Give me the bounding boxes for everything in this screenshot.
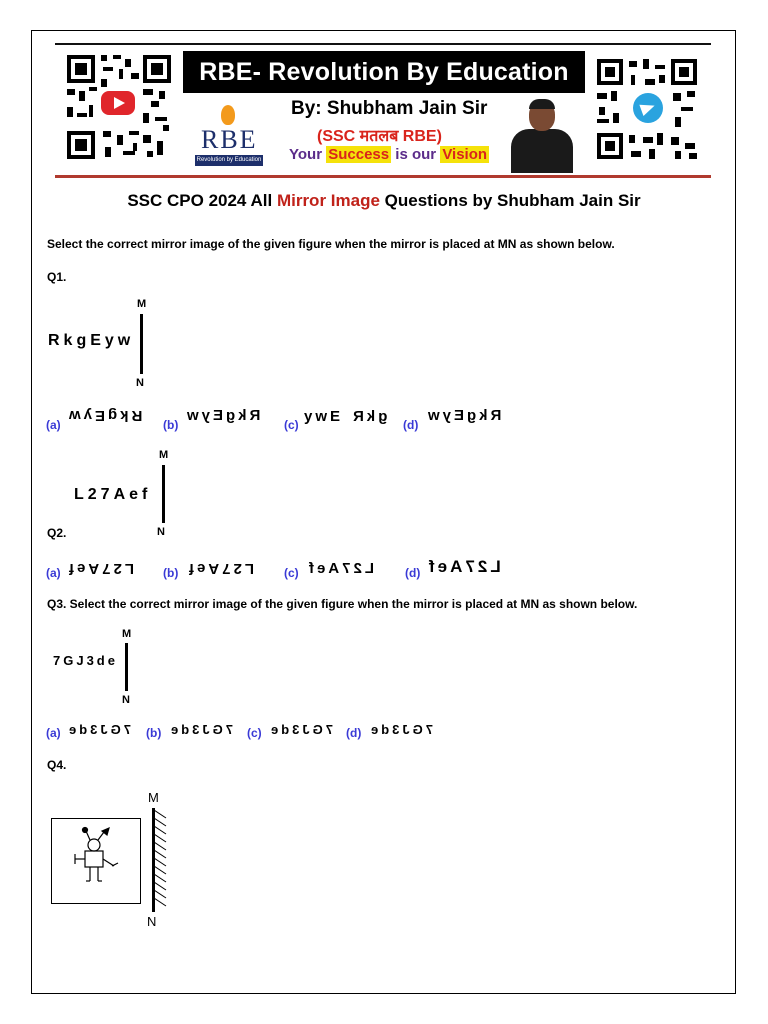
- ssc-tagline: (SSC मतलब RBE): [317, 128, 442, 145]
- q4-m-label: M: [148, 790, 159, 805]
- rbe-logo: [193, 103, 265, 169]
- q4-mirror-hatching: [154, 808, 168, 914]
- q2-option-a-label[interactable]: (a): [46, 566, 61, 580]
- banner: [55, 43, 711, 178]
- q1-option-d[interactable]: RkgEyw: [425, 407, 502, 424]
- q2-option-d-label[interactable]: (d): [405, 566, 421, 580]
- q2-m-label: M: [159, 449, 169, 461]
- q3-mirror-line: [125, 643, 128, 691]
- youtube-icon: [101, 91, 135, 115]
- q3-label: Q3. Select the correct mirror image of the given figure when the mirror is placed at MN as shown below.: [47, 597, 638, 611]
- q1-option-c[interactable]: ywE gkR: [304, 408, 388, 425]
- q2-mirror-line: [162, 465, 165, 523]
- q2-label: Q2.: [47, 526, 67, 540]
- youtube-qr-code[interactable]: [63, 51, 175, 163]
- q3-m-label: M: [122, 628, 132, 640]
- q1-n-label: N: [136, 377, 144, 389]
- q1-option-a[interactable]: RkgEyw: [66, 407, 143, 424]
- q2-option-c[interactable]: L27Aef: [306, 560, 375, 577]
- q1-option-b[interactable]: RkgEyw: [184, 407, 261, 424]
- q3-option-c-label[interactable]: (c): [247, 726, 262, 740]
- q4-stick-figure: [52, 819, 140, 903]
- q1-option-d-label[interactable]: (d): [403, 418, 419, 432]
- q2-option-c-label[interactable]: (c): [284, 566, 299, 580]
- q3-figure: 7GJ3de: [53, 653, 118, 668]
- q4-figure-box: [51, 818, 141, 904]
- q3-option-c[interactable]: 7GJ3de: [268, 722, 333, 737]
- q2-option-b[interactable]: L27Aef: [186, 560, 255, 577]
- telegram-qr-code[interactable]: [595, 57, 699, 161]
- q1-mirror-line: [140, 314, 143, 374]
- q2-option-d[interactable]: L27Aef: [426, 557, 501, 576]
- q3-option-a-label[interactable]: (a): [46, 726, 61, 740]
- vision-tagline: Your Success is our Vision: [289, 146, 488, 163]
- q3-option-b-label[interactable]: (b): [146, 726, 162, 740]
- banner-title: RBE- Revolution By Education: [183, 51, 585, 93]
- document-title: SSC CPO 2024 All Mirror Image Questions by Shubham Jain Sir: [127, 191, 641, 210]
- author-photo: [507, 101, 577, 173]
- q4-n-label: N: [147, 914, 157, 929]
- q2-option-a[interactable]: L27Aef: [66, 560, 135, 577]
- q2-n-label: N: [157, 526, 165, 538]
- q1-option-a-label[interactable]: (a): [46, 418, 61, 432]
- q1-label: Q1.: [47, 270, 67, 284]
- telegram-icon: [633, 93, 663, 123]
- q1-figure: RkgEyw: [48, 332, 135, 349]
- flame-icon: [221, 105, 235, 125]
- q4-label: Q4.: [47, 758, 67, 772]
- q2-option-b-label[interactable]: (b): [163, 566, 179, 580]
- logo-text: RBE: [201, 125, 258, 154]
- q1-m-label: M: [137, 298, 147, 310]
- q3-option-a[interactable]: 7GJ3de: [66, 722, 131, 737]
- q3-n-label: N: [122, 694, 130, 706]
- author-line: By: Shubham Jain Sir: [291, 98, 488, 119]
- instruction-text: Select the correct mirror image of the given figure when the mirror is placed at MN as shown below.: [47, 237, 615, 251]
- q1-option-b-label[interactable]: (b): [163, 418, 179, 432]
- q1-option-c-label[interactable]: (c): [284, 418, 299, 432]
- q3-option-d[interactable]: 7GJ3de: [368, 722, 433, 737]
- q3-option-d-label[interactable]: (d): [346, 726, 362, 740]
- logo-subtitle: Revolution by Education: [195, 155, 263, 166]
- q2-figure: L27Aef: [74, 486, 152, 503]
- q3-option-b[interactable]: 7GJ3de: [168, 722, 233, 737]
